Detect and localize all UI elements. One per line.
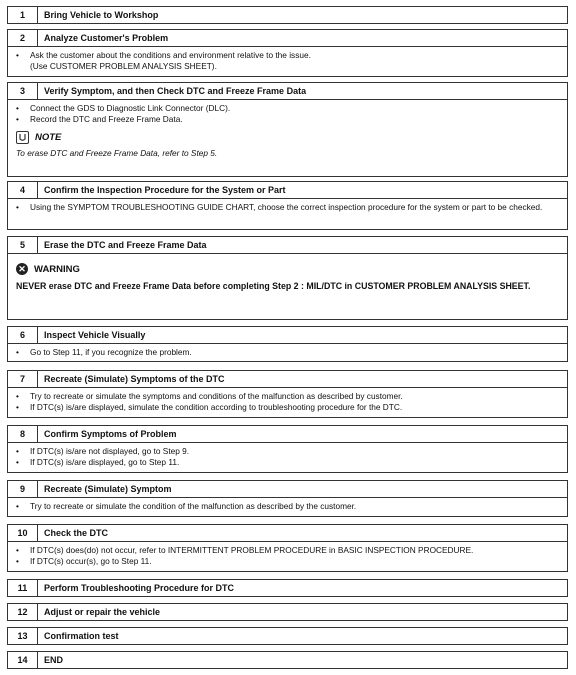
step-header [7, 181, 568, 199]
warning-header [16, 263, 559, 275]
step-2 [7, 29, 568, 77]
bullet-dot: • [16, 103, 19, 113]
step-title: Confirm Symptoms of Problem [44, 429, 177, 439]
step-header [7, 326, 568, 344]
step-header [7, 651, 568, 669]
bullet-item [16, 391, 559, 402]
step-6 [7, 326, 568, 362]
bullet-text: Ask the customer about the conditions and environment relative to the issue. (Use CUSTOMER PROBLEM ANALYSIS SHEET). [30, 50, 311, 71]
step-12 [7, 603, 568, 621]
step-number: 1 [8, 7, 38, 23]
step-body [7, 47, 568, 77]
step-title: Adjust or repair the vehicle [44, 607, 161, 617]
step-5 [7, 236, 568, 320]
step-title: Confirmation test [44, 631, 119, 641]
bullet-text: If DTC(s) is/are displayed, go to Step 11. [30, 457, 180, 467]
step-number: 7 [8, 371, 38, 387]
step-number: 9 [8, 481, 38, 497]
step-title: Recreate (Simulate) Symptom [44, 484, 172, 494]
step-header [7, 425, 568, 443]
step-number: 14 [8, 652, 38, 668]
step-body [7, 199, 568, 230]
step-number: 6 [8, 327, 38, 343]
step-1 [7, 6, 568, 24]
step-title: Confirm the Inspection Procedure for the System or Part [44, 185, 286, 195]
step-10 [7, 524, 568, 572]
step-number: 3 [8, 83, 38, 99]
bullet-text: Record the DTC and Freeze Frame Data. [30, 114, 183, 124]
step-body [7, 542, 568, 572]
step-body [7, 254, 568, 320]
step-title: Bring Vehicle to Workshop [44, 10, 159, 20]
step-body [7, 344, 568, 362]
step-number: 11 [8, 580, 38, 596]
step-header [7, 480, 568, 498]
step-title: Recreate (Simulate) Symptoms of the DTC [44, 374, 225, 384]
step-title: Erase the DTC and Freeze Frame Data [44, 240, 207, 250]
step-8 [7, 425, 568, 473]
bullet-text: Connect the GDS to Diagnostic Link Connector (DLC). [30, 103, 231, 113]
bullet-item [16, 501, 559, 512]
note-text: To erase DTC and Freeze Frame Data, refer to Step 5. [16, 148, 218, 158]
step-4 [7, 181, 568, 230]
step-header [7, 82, 568, 100]
bullet-item [16, 202, 559, 213]
bullet-dot: • [16, 347, 19, 357]
step-header [7, 579, 568, 597]
bullet-text: Go to Step 11, if you recognize the problem. [30, 347, 192, 357]
step-body [7, 443, 568, 473]
step-header [7, 29, 568, 47]
bullet-text: If DTC(s) occur(s), go to Step 11. [30, 556, 152, 566]
warning-text: NEVER erase DTC and Freeze Frame Data before completing Step 2 : MIL/DTC in CUSTOMER PROBLEM ANALYSIS SHEET. [16, 281, 531, 291]
bullet-dot: • [16, 202, 19, 212]
bullet-dot: • [16, 391, 19, 401]
bullet-dot: • [16, 457, 19, 467]
step-header [7, 6, 568, 24]
step-13 [7, 627, 568, 645]
bullet-text: If DTC(s) is/are not displayed, go to Step 9. [30, 446, 190, 456]
step-header [7, 627, 568, 645]
step-number: 13 [8, 628, 38, 644]
step-header [7, 370, 568, 388]
bullet-text: If DTC(s) is/are displayed, simulate the condition according to troubleshooting procedure for the DTC. [30, 402, 403, 412]
bullet-item [16, 347, 559, 358]
step-header [7, 524, 568, 542]
step-title: END [44, 655, 64, 665]
note-icon [16, 131, 29, 144]
step-number: 2 [8, 30, 38, 46]
step-number: 5 [8, 237, 38, 253]
bullet-item [16, 556, 559, 567]
step-title: Analyze Customer's Problem [44, 33, 169, 43]
step-number: 4 [8, 182, 38, 198]
bullet-dot: • [16, 114, 19, 124]
bullet-text: Using the SYMPTOM TROUBLESHOOTING GUIDE CHART, choose the correct inspection procedure for the system or part to be checked. [30, 202, 543, 212]
bullet-dot: • [16, 402, 19, 412]
step-title: Inspect Vehicle Visually [44, 330, 146, 340]
step-number: 8 [8, 426, 38, 442]
step-body [7, 388, 568, 418]
step-3 [7, 82, 568, 177]
bullet-item [16, 457, 559, 468]
step-title: Perform Troubleshooting Procedure for DTC [44, 583, 235, 593]
step-title: Check the DTC [44, 528, 109, 538]
bullet-dot: • [16, 50, 19, 60]
bullet-dot: • [16, 545, 19, 555]
step-7 [7, 370, 568, 418]
bullet-item [16, 103, 559, 114]
bullet-dot: • [16, 446, 19, 456]
bullet-text: Try to recreate or simulate the symptoms and conditions of the malfunction as described by customer. [30, 391, 403, 401]
bullet-item [16, 545, 559, 556]
step-11 [7, 579, 568, 597]
warning-label: WARNING [34, 263, 80, 275]
warning-x-icon: ✕ [16, 263, 28, 275]
bullet-dot: • [16, 501, 19, 511]
bullet-text: If DTC(s) does(do) not occur, refer to INTERMITTENT PROBLEM PROCEDURE in BASIC INSPECTION PROCEDURE. [30, 545, 474, 555]
step-number: 12 [8, 604, 38, 620]
step-number: 10 [8, 525, 38, 541]
step-title: Verify Symptom, and then Check DTC and Freeze Frame Data [44, 86, 307, 96]
bullet-text: Try to recreate or simulate the condition of the malfunction as described by the customer. [30, 501, 357, 511]
note-label: NOTE [35, 132, 62, 143]
step-header [7, 603, 568, 621]
note-header [16, 131, 559, 144]
bullet-item [16, 446, 559, 457]
step-9 [7, 480, 568, 517]
step-body [7, 100, 568, 177]
bullet-item [16, 114, 559, 125]
step-14 [7, 651, 568, 669]
bullet-item [16, 402, 559, 413]
bullet-item [16, 50, 559, 72]
step-body [7, 498, 568, 517]
step-header [7, 236, 568, 254]
bullet-dot: • [16, 556, 19, 566]
